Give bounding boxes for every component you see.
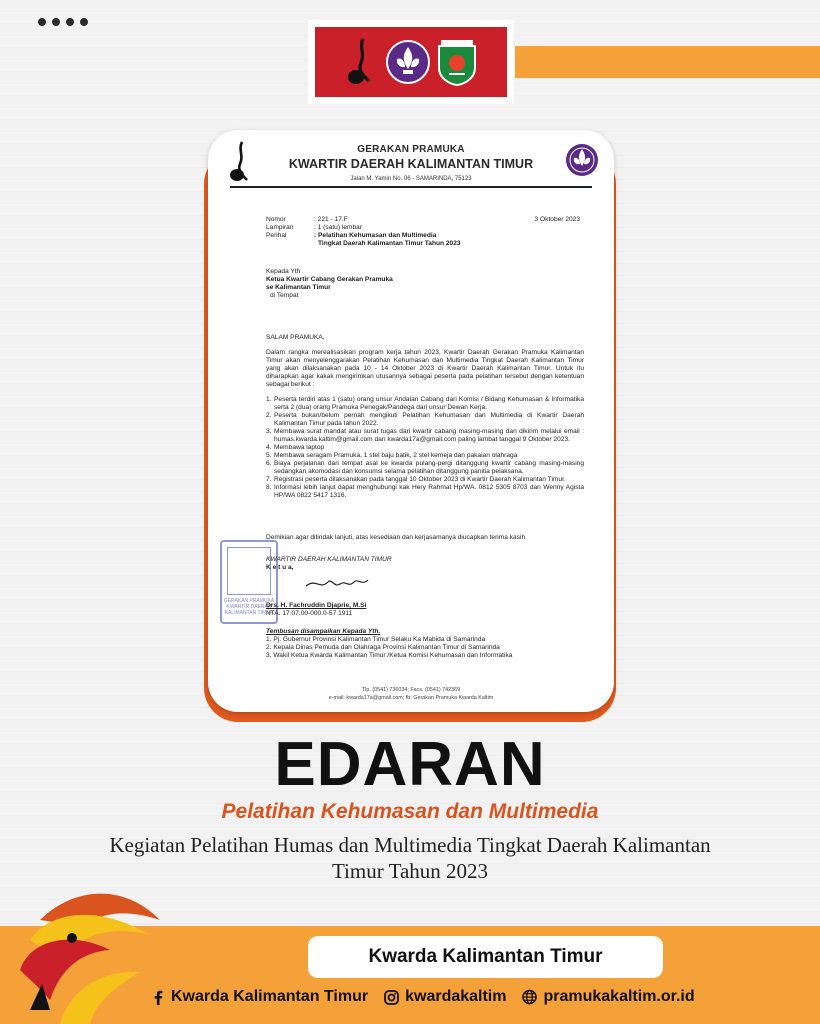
letter-date: 3 Oktober 2023 <box>534 216 580 223</box>
website-link[interactable]: pramukakaltim.or.id <box>522 988 694 1006</box>
kwarda-name-pill: Kwarda Kalimantan Timur <box>308 936 663 978</box>
letter-closing: Demikian agar ditindak lanjuti, atas kesediaan dan kerjasamanya diucapkan terima kasih <box>266 534 526 541</box>
list-item: 4. Membawa laptop <box>266 444 325 451</box>
hornbill-icon <box>0 880 175 1024</box>
instagram-link[interactable]: kwardakaltim <box>384 988 506 1006</box>
handwritten-signature <box>302 572 382 594</box>
top-orange-band <box>515 46 820 78</box>
letter-greeting: SALAM PRAMUKA, <box>266 334 325 341</box>
poster-description: Kegiatan Pelatihan Humas dan Multimedia Tingkat Daerah Kalimantan Timur Tahun 2023 <box>109 833 711 883</box>
letter-recipient: Kepada Yth Ketua Kwartir Cabang Gerakan Pramuka se Kalimantan Timur di Tempat <box>266 268 393 299</box>
signature-block: KWARTIR DAERAH KALIMANTAN TIMUR K e t u a, <box>266 556 566 597</box>
letter-body <box>266 334 584 396</box>
poster-subtitle: Pelatihan Kehumasan dan Multimedia <box>221 800 599 823</box>
wosm-icon <box>564 142 600 178</box>
poster-headline: EDARAN <box>274 730 546 799</box>
globe-icon <box>522 990 537 1005</box>
list-item: 8. Informasi lebih lanjut dapat menghubungi kak Hery Rahmat Hp/WA. 0812 5305 8703 dan Wenny Agista HP/WA 0822 5417 1316. <box>266 484 584 499</box>
letterhead-org-full: KWARTIR DAERAH KALIMANTAN TIMUR <box>288 157 534 171</box>
signatory: Drs. H. Fachruddin Djaprie, M.Si NTA. 17.07.00-000.0-57.1911 <box>266 602 367 617</box>
official-stamp: GERAKAN PRAMUKA KWARTIR DAERAH KALIMANTAN TIMUR <box>220 540 278 624</box>
letter-intro: Dalam rangka merealisasikan program kerja tahun 2023, Kwartir Daerah Gerakan Pramuka Kalimantan Timur akan menyelenggarakan Pelatihan Kehumasan dan Multimedia Tingkat Daerah Kalimantan Timur yang akan dilaksanakan pada 10 - 14 Oktober 2023 di Kwartir Daerah Kalimantan Timur. Untuk itu diharapkan agar kakak mengirimkan utusannya sebagai peserta pada pelatihan tersebut dengan ketentuan sebagai berikut : <box>266 349 584 388</box>
letterhead-address: Jalan M. Yamin No. 06 - SAMARINDA, 75123 <box>350 176 472 182</box>
logo-banner <box>308 20 514 104</box>
list-item: 5. Membawa seragam Pramuka, 1 stel baju batik, 2 stel kemeja dan pakaian olahraga <box>266 452 518 459</box>
social-links <box>150 988 820 1006</box>
menu-dots[interactable] <box>38 18 88 26</box>
letterhead-divider <box>230 186 592 188</box>
letterhead-org: GERAKAN PRAMUKA <box>357 144 465 155</box>
letter-footer: Tlp. (0541) 736034; Facs. (0541) 742369 e-mail: kwarda17a@gmail.com; fb: Gerakan Pramuka Kwarda Kaltim <box>328 687 494 701</box>
facebook-icon <box>150 990 165 1005</box>
list-item: 2. Peserta bukan/belum pernah mengikuti Pelatihan Kehumasan dan Multimedia di Kwartir Daerah Kalimantan Timur pada tahun 2022. <box>266 412 584 427</box>
instagram-icon <box>384 990 399 1005</box>
letter-meta: Nomor : 221 - 17.F Lampiran : 1 (satu) lembar Perihal : Pelatihan Kehumasan dan Multimedia Tingkat Daerah Kalimantan Timur Tahun 2023 <box>266 216 461 247</box>
tunas-kelapa-icon <box>345 37 379 87</box>
list-item: 1. Peserta terdiri atas 1 (satu) orang unsur Andalan Cabang dari Komisi / Bidang Kehumasan & Informatika serta 2 (dua) orang Pramuka Penegak/Pandega dari unsur Dewan Kerja. <box>266 396 584 411</box>
list-item: 3. Membawa surat mandat atau surat tugas dari kwartir cabang masing-masing dan dikirim melalui email : humas.kwarda.kaltim@gmail.com dan kwarda17a@gmail.com paling lambat tanggal 9 Oktober 2023. <box>266 428 584 443</box>
carbon-copy-list: Tembusan disampaikan Kepada Yth. 1. Pj. Gubernur Provinsi Kalimantan Timur Selaku Ka Mabida di Samarinda 2. Kepala Dinas Pemuda dan Olahraga Provinsi Kalimantan Timur di Samarinda 3. Wakil Ketua Kwarda Kalimantan Timur /Ketua Komisi Kehumasan dan Informatika <box>266 628 513 659</box>
list-item: 7. Registrasi peserta dilaksanakan pada tanggal 10 Oktober 2023 di Kwartir Daerah Kalimantan Timur. <box>266 476 566 483</box>
list-item: 6. Biaya perjalanan dari tempat asal ke kwarda pulang-pergi ditanggung kwartir cabang masing-masing sedangkan akomodasi dan konsumsi selama pelatihan ditanggung panitia pelaksana. <box>266 460 584 475</box>
letterhead <box>208 130 614 192</box>
facebook-link[interactable]: Kwarda Kalimantan Timur <box>150 988 368 1006</box>
wosm-icon <box>385 39 431 85</box>
letter-requirements <box>266 396 584 500</box>
letter-document <box>208 130 614 712</box>
kaltim-emblem-icon <box>437 38 477 86</box>
